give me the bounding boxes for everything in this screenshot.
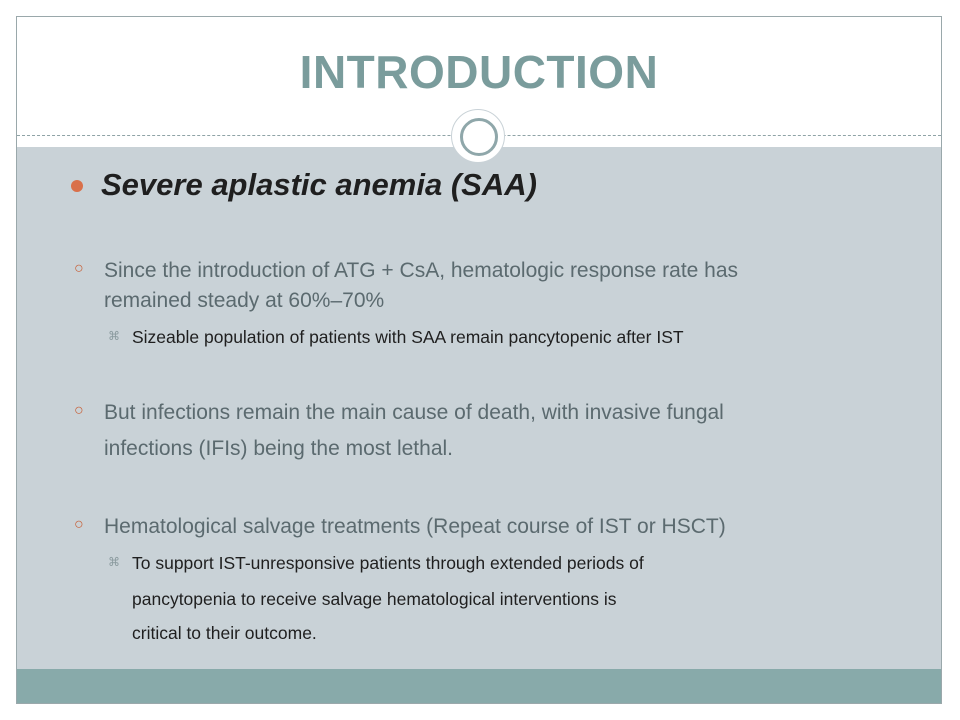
list-item-continuation: [132, 589, 616, 610]
list-item-text: Hematological salvage treatments (Repeat course of IST or HSCT): [104, 515, 726, 538]
list-item-text: To support IST-unresponsive patients through extended periods of: [132, 553, 644, 573]
heading-text: Severe aplastic anemia (SAA): [101, 167, 537, 202]
list-item: [108, 553, 644, 574]
list-item-text: remained steady at 60%–70%: [104, 289, 385, 312]
slide-title: INTRODUCTION: [299, 46, 659, 98]
sub-bullet-icon: ⌘: [108, 555, 120, 569]
list-item-continuation: [132, 623, 317, 644]
heading-bullet: [101, 167, 537, 203]
circle-bullet-icon: ○: [74, 260, 84, 277]
slide: [16, 16, 942, 704]
list-item: [74, 259, 739, 283]
footer-band: [17, 669, 941, 703]
list-item: [74, 515, 726, 539]
list-item-text: Sizeable population of patients with SAA remain pancytopenic after IST: [132, 327, 684, 347]
orange-bullet-icon: [71, 180, 83, 192]
circle-bullet-icon: ○: [74, 516, 84, 533]
list-item-continuation: [104, 289, 384, 313]
list-item-text: But infections remain the main cause of death, with invasive fungal: [104, 401, 724, 424]
list-item-text: infections (IFIs) being the most lethal.: [104, 437, 453, 460]
circle-bullet-icon: ○: [74, 402, 84, 419]
list-item-continuation: [104, 437, 453, 461]
circle-ornament-icon: [451, 109, 505, 163]
list-item-text: Since the introduction of ATG + CsA, hematologic response rate has: [104, 259, 739, 282]
ring-icon: [460, 118, 498, 156]
sub-bullet-icon: ⌘: [108, 329, 120, 343]
list-item-text: critical to their outcome.: [132, 623, 317, 643]
list-item-text: pancytopenia to receive salvage hematological interventions is: [132, 589, 617, 609]
list-item: [74, 401, 724, 425]
list-item: [108, 327, 684, 348]
